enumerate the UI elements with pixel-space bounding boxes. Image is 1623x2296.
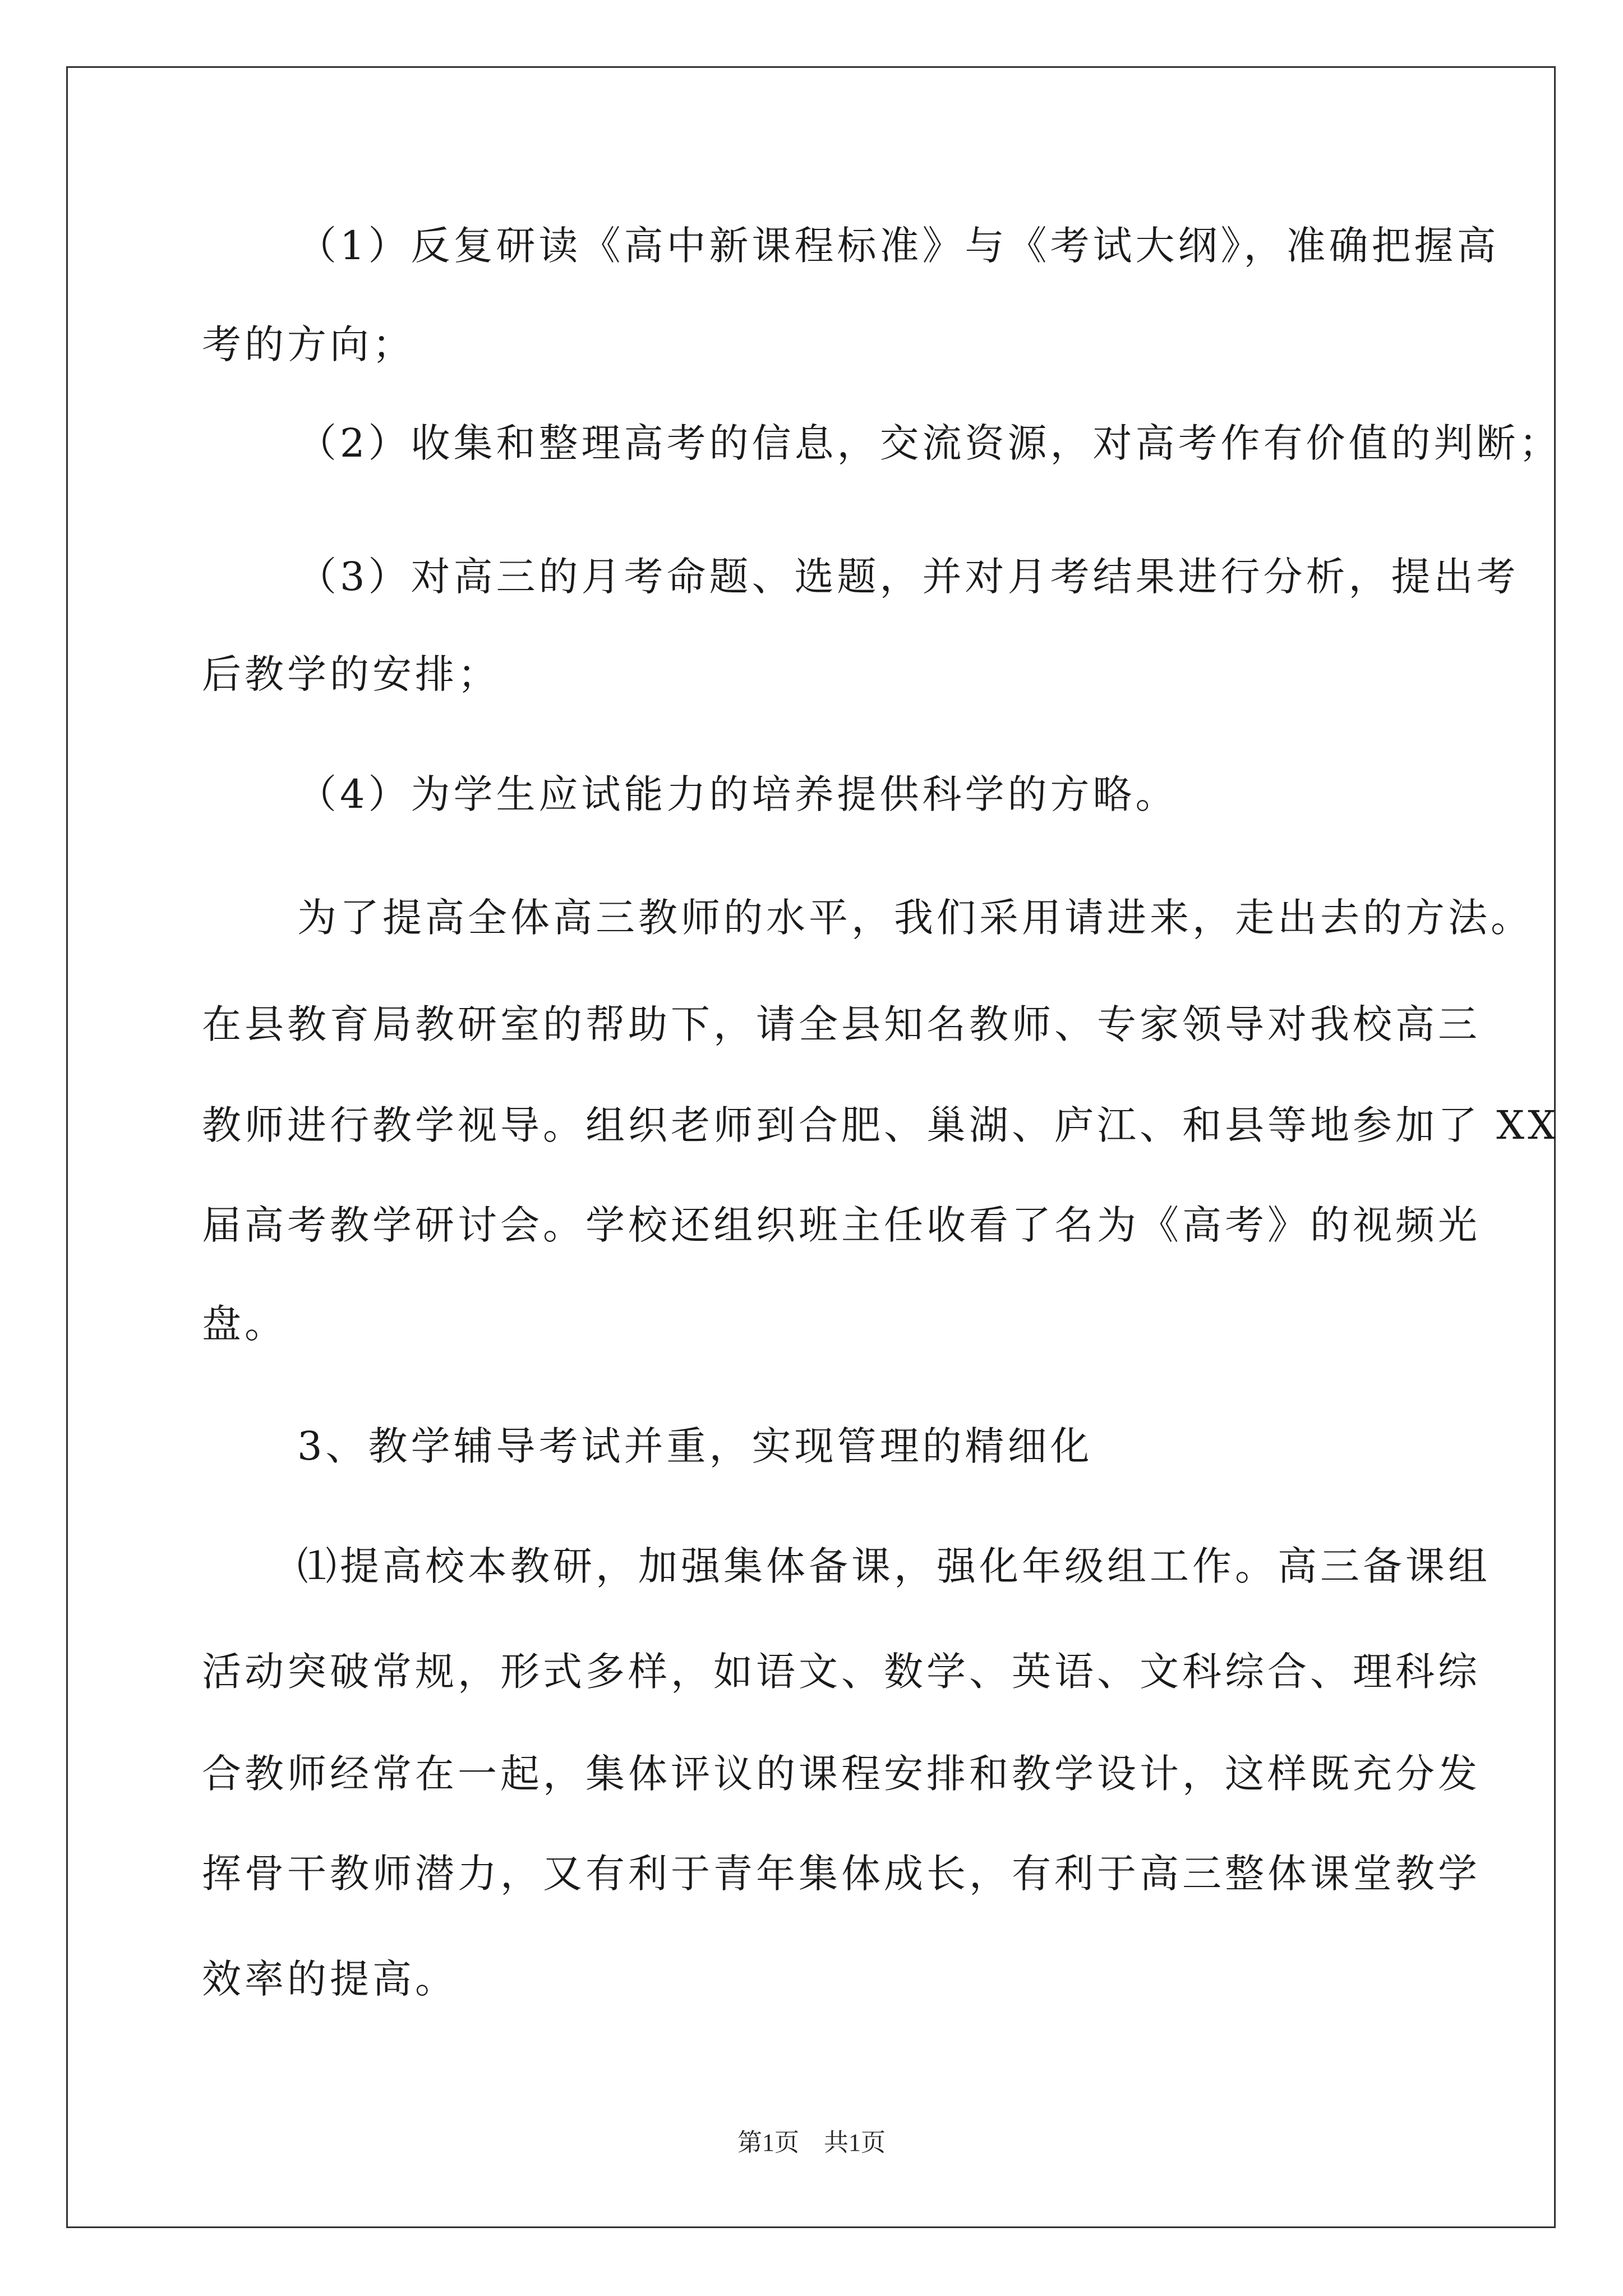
paragraph-line: 盘。: [202, 1301, 287, 1347]
paragraph-line: 活动突破常规，形式多样，如语文、数学、英语、文科综合、理科综: [202, 1649, 1481, 1695]
paragraph-line: （3）对高三的月考命题、选题，并对月考结果进行分析，提出考: [297, 554, 1519, 600]
paragraph-line: 考的方向；: [202, 321, 415, 367]
paragraph-line: （4）为学生应试能力的培养提供科学的方略。: [297, 771, 1178, 817]
paragraph-line: 届高考教学研讨会。学校还组织班主任收看了名为《高考》的视频光: [202, 1202, 1481, 1248]
page-footer: 第1页 共1页: [737, 2129, 886, 2156]
section-heading: 3、教学辅导考试并重，实现管理的精细化: [297, 1423, 1093, 1469]
paragraph-line: （2）收集和整理高考的信息，交流资源，对高考作有价值的判断；: [297, 420, 1562, 466]
paragraph-line: ⑴提高校本教研，加强集体备课，强化年级组工作。高三备课组: [297, 1543, 1491, 1589]
paragraph-line: 效率的提高。: [202, 1956, 458, 2002]
paragraph-line: 教师进行教学视导。组织老师到合肥、巢湖、庐江、和县等地参加了 XX: [202, 1102, 1559, 1148]
paragraph-line: 合教师经常在一起，集体评议的课程安排和教学设计，这样既充分发: [202, 1751, 1481, 1797]
paragraph-line: 为了提高全体高三教师的水平，我们采用请进来，走出去的方法。: [297, 895, 1533, 941]
paragraph-line: 在县教育局教研室的帮助下，请全县知名教师、专家领导对我校高三: [202, 1001, 1481, 1047]
paragraph-line: 后教学的安排；: [202, 651, 500, 697]
paragraph-line: （1）反复研读《高中新课程标准》与《考试大纲》，准确把握高: [297, 223, 1500, 269]
paragraph-line: 挥骨干教师潜力，又有利于青年集体成长，有利于高三整体课堂教学: [202, 1851, 1481, 1897]
